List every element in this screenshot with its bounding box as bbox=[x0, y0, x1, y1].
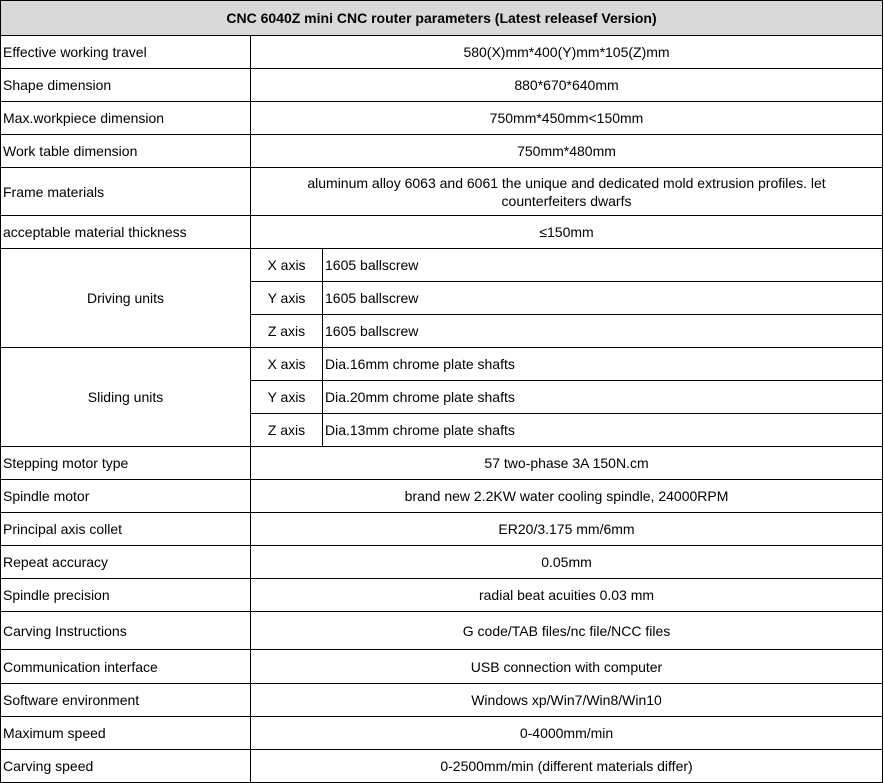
row-label: Frame materials bbox=[1, 168, 251, 216]
row-label: Work table dimension bbox=[1, 135, 251, 168]
row-label: Principal axis collet bbox=[1, 513, 251, 546]
sliding-units-label: Sliding units bbox=[1, 348, 251, 447]
row-label: Shape dimension bbox=[1, 69, 251, 102]
row-value: 880*670*640mm bbox=[251, 69, 883, 102]
row-value: 750mm*450mm<150mm bbox=[251, 102, 883, 135]
row-value: 57 two-phase 3A 150N.cm bbox=[251, 447, 883, 480]
axis-value: 1605 ballscrew bbox=[323, 315, 883, 348]
table-title: CNC 6040Z mini CNC router parameters (Latest releasef Version) bbox=[1, 1, 883, 36]
row-value: 750mm*480mm bbox=[251, 135, 883, 168]
row-label: Maximum speed bbox=[1, 717, 251, 750]
row-label: Effective working travel bbox=[1, 36, 251, 69]
axis-value: Dia.13mm chrome plate shafts bbox=[323, 414, 883, 447]
table-row bbox=[1, 216, 883, 249]
table-row bbox=[1, 36, 883, 69]
row-label: Carving Instructions bbox=[1, 612, 251, 650]
axis-label: Z axis bbox=[251, 315, 323, 348]
axis-label: X axis bbox=[251, 348, 323, 381]
table-row bbox=[1, 650, 883, 684]
driving-units-label: Driving units bbox=[1, 249, 251, 348]
row-label: Software environment bbox=[1, 684, 251, 717]
row-label: Spindle precision bbox=[1, 579, 251, 612]
axis-label: Y axis bbox=[251, 282, 323, 315]
table-row bbox=[1, 717, 883, 750]
row-label: Repeat accuracy bbox=[1, 546, 251, 579]
table-row bbox=[1, 480, 883, 513]
row-value: 0-2500mm/min (different materials differ) bbox=[251, 750, 883, 783]
table-row bbox=[1, 102, 883, 135]
axis-value: 1605 ballscrew bbox=[323, 249, 883, 282]
row-value: 0-4000mm/min bbox=[251, 717, 883, 750]
axis-value: 1605 ballscrew bbox=[323, 282, 883, 315]
table-row bbox=[1, 579, 883, 612]
table-row bbox=[1, 249, 883, 282]
row-label: acceptable material thickness bbox=[1, 216, 251, 249]
axis-label: Z axis bbox=[251, 414, 323, 447]
row-label: Communication interface bbox=[1, 650, 251, 684]
table-row bbox=[1, 684, 883, 717]
row-value: Windows xp/Win7/Win8/Win10 bbox=[251, 684, 883, 717]
axis-value: Dia.20mm chrome plate shafts bbox=[323, 381, 883, 414]
row-value: radial beat acuities 0.03 mm bbox=[251, 579, 883, 612]
table-row bbox=[1, 750, 883, 783]
row-value: ER20/3.175 mm/6mm bbox=[251, 513, 883, 546]
row-value: G code/TAB files/nc file/NCC files bbox=[251, 612, 883, 650]
row-value: 580(X)mm*400(Y)mm*105(Z)mm bbox=[251, 36, 883, 69]
table-row bbox=[1, 135, 883, 168]
row-value: ≤150mm bbox=[251, 216, 883, 249]
axis-value: Dia.16mm chrome plate shafts bbox=[323, 348, 883, 381]
table-row bbox=[1, 168, 883, 216]
table-row bbox=[1, 348, 883, 381]
row-value: aluminum alloy 6063 and 6061 the unique and dedicated mold extrusion profiles. let counterfeiters dwarfs bbox=[251, 168, 883, 216]
table-row bbox=[1, 546, 883, 579]
row-label: Max.workpiece dimension bbox=[1, 102, 251, 135]
title-row bbox=[1, 1, 883, 36]
row-label: Spindle motor bbox=[1, 480, 251, 513]
row-label: Stepping motor type bbox=[1, 447, 251, 480]
row-value: 0.05mm bbox=[251, 546, 883, 579]
axis-label: X axis bbox=[251, 249, 323, 282]
table-row bbox=[1, 447, 883, 480]
table-row bbox=[1, 513, 883, 546]
table-row bbox=[1, 69, 883, 102]
row-value: USB connection with computer bbox=[251, 650, 883, 684]
row-label: Carving speed bbox=[1, 750, 251, 783]
table-row bbox=[1, 612, 883, 650]
axis-label: Y axis bbox=[251, 381, 323, 414]
row-value: brand new 2.2KW water cooling spindle, 24000RPM bbox=[251, 480, 883, 513]
